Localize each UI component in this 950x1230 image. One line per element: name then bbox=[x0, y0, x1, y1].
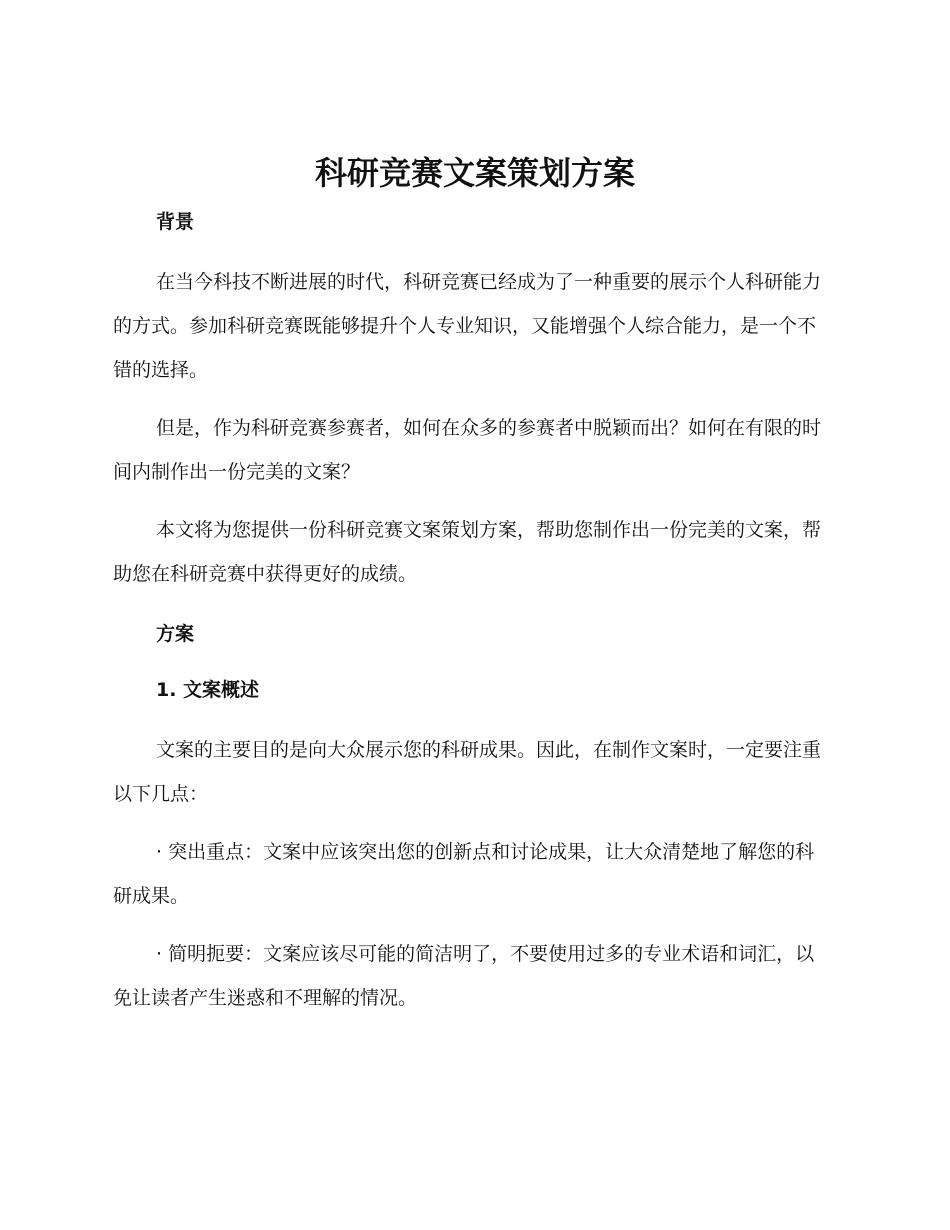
bullet-highlight-key-points: · 突出重点：文案中应该突出您的创新点和讨论成果，让大众清楚地了解您的科研成果。 bbox=[113, 841, 815, 907]
paragraph-background-2: 但是，作为科研竞赛参赛者，如何在众多的参赛者中脱颖而出？如何在有限的时间内制作出一份完美的文案？ bbox=[113, 417, 822, 483]
bullet-concise: · 简明扼要：文案应该尽可能的简洁明了，不要使用过多的专业术语和词汇，以免让读者产生迷惑和不理解的情况。 bbox=[113, 943, 815, 1009]
paragraph-background-1: 在当今科技不断进展的时代，科研竞赛已经成为了一种重要的展示个人科研能力的方式。参加科研竞赛既能够提升个人专业知识，又能增强个人综合能力，是一个不错的选择。 bbox=[113, 271, 822, 381]
paragraph-plan-1: 文案的主要目的是向大众展示您的科研成果。因此，在制作文案时，一定要注重以下几点： bbox=[113, 739, 822, 805]
subheading-copy-overview: 1. 文案概述 bbox=[156, 679, 260, 701]
document-body bbox=[113, 204, 833, 1020]
document-title: 科研竞赛文案策划方案 bbox=[314, 154, 635, 192]
section-heading-plan: 方案 bbox=[156, 623, 195, 645]
section-heading-background: 背景 bbox=[156, 211, 195, 233]
paragraph-background-3: 本文将为您提供一份科研竞赛文案策划方案，帮助您制作出一份完美的文案，帮助您在科研竞赛中获得更好的成绩。 bbox=[113, 519, 822, 585]
